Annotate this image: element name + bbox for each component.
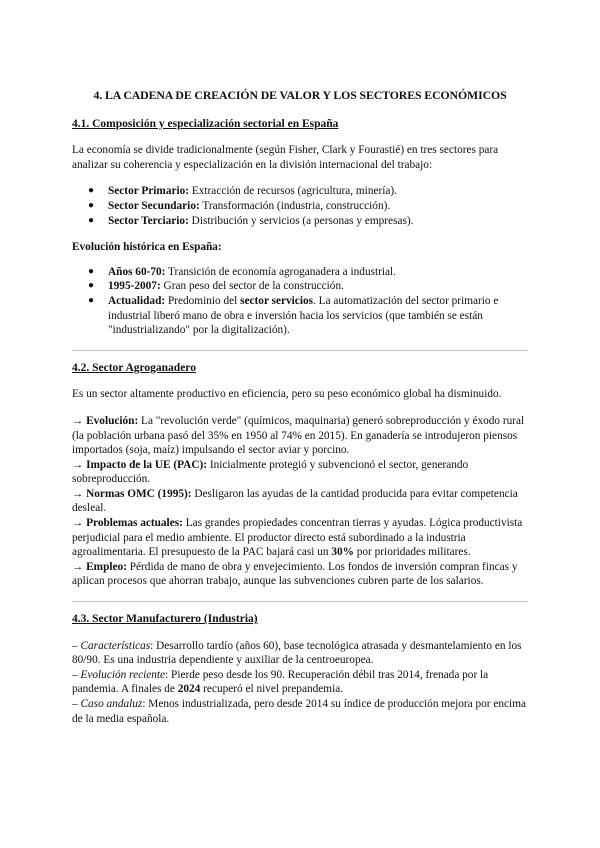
section-4-3-heading: 4.3. Sector Manufacturero (Industria) [72, 613, 258, 626]
bullet-icon: ● [88, 214, 95, 226]
arrow-icon: → [72, 517, 84, 530]
section-4-2-heading: 4.2. Sector Agroganadero [72, 361, 196, 374]
bullet-icon: ● [88, 280, 95, 292]
list-item: ● 1995-2007: Gran peso del sector de la construcción. [88, 280, 344, 293]
manufacturing-points [72, 639, 528, 727]
bullet-icon: ● [88, 185, 95, 197]
arrow-icon: → [72, 414, 84, 427]
arrow-icon: → [72, 487, 84, 500]
section-divider [72, 601, 528, 602]
section-4-1-heading: 4.1. Composición y especialización sectorial en España [72, 117, 339, 130]
section-4-2-intro: Es un sector altamente productivo en eficiencia, pero su peso económico global ha disminuido. [72, 388, 502, 401]
section-4-1-intro: La economía se divide tradicionalmente (según Fisher, Clark y Fourastié) en tres sectores para analizar su coherencia y especialización en la división internacional del trabajo: [72, 144, 499, 171]
dash-icon: – [72, 639, 78, 652]
list-item: ● Sector Primario: Extracción de recursos (agricultura, minería). [88, 185, 397, 198]
list-item: → Empleo: Pérdida de mano de obra y envejecimiento. Los fondos de inversión compran fincas y aplican procesos que ahorran trabajo, aunque las subvenciones cubren parte de los salarios. [72, 560, 518, 588]
bullet-icon: ● [88, 294, 95, 306]
list-item: ● Actualidad: Predominio del sector servicios. La automatización del sector primario e industrial liberó mano de obra e inversión hacia los servicios (que también se están "industrializando" por la digitalización). [88, 294, 499, 337]
dash-icon: – [72, 698, 78, 710]
list-item: → Normas OMC (1995): Desligaron las ayudas de la cantidad producida para evitar competencia desleal. [72, 487, 518, 515]
bullet-icon: ● [88, 265, 95, 277]
list-item: → Impacto de la UE (PAC): Inicialmente protegió y subvencionó el sector, generando sobreproducción. [72, 458, 469, 486]
list-item: – Características: Desarrollo tardío (años 60), base tecnológica atrasada y desmantelamiento en los 80/90. Es una industria dependiente y auxiliar de la centroeuropea. [72, 639, 522, 667]
evolution-list [72, 265, 528, 338]
list-item: – Evolución reciente: Pierde peso desde los 90. Recuperación débil tras 2014, frenada por la pandemia. A finales de 2024 recuperó el nivel prepandemia. [72, 668, 489, 696]
section-divider [72, 350, 528, 351]
list-item: ● Sector Secundario: Transformación (industria, construcción). [88, 199, 391, 212]
dash-icon: – [72, 668, 78, 681]
arrow-icon: → [72, 458, 84, 471]
evolution-subheading: Evolución histórica en España: [72, 241, 222, 254]
list-item: – Caso andaluz: Menos industrializada, pero desde 2014 su índice de producción mejora por encima de la media española. [72, 698, 526, 725]
agro-points [72, 414, 528, 589]
list-item: ● Años 60-70: Transición de economía agroganadera a industrial. [88, 265, 397, 278]
arrow-icon: → [72, 560, 84, 573]
list-item: ● Sector Terciario: Distribución y servicios (a personas y empresas). [88, 214, 414, 227]
document-title: 4. LA CADENA DE CREACIÓN DE VALOR Y LOS SECTORES ECONÓMICOS [93, 88, 507, 102]
bullet-icon: ● [88, 199, 95, 211]
list-item: → Problemas actuales: Las grandes propiedades concentran tierras y ayudas. Lógica productivista perjudicial para el medio ambiente. El productor directo está subordinado a la industria agroalimentaria. El presupuesto de la PAC bajará casi un 30% por prioridades militares. [72, 517, 523, 559]
sectors-list [72, 184, 528, 228]
list-item: → Evolución: La "revolución verde" (químicos, maquinaria) generó sobreproducción y éxodo rural (la población urbana pasó del 35% en 1950 al 74% en 2015). En ganadería se introdujeron piensos importados (soja, maíz) impulsando el sector aviar y porcino. [72, 414, 525, 457]
